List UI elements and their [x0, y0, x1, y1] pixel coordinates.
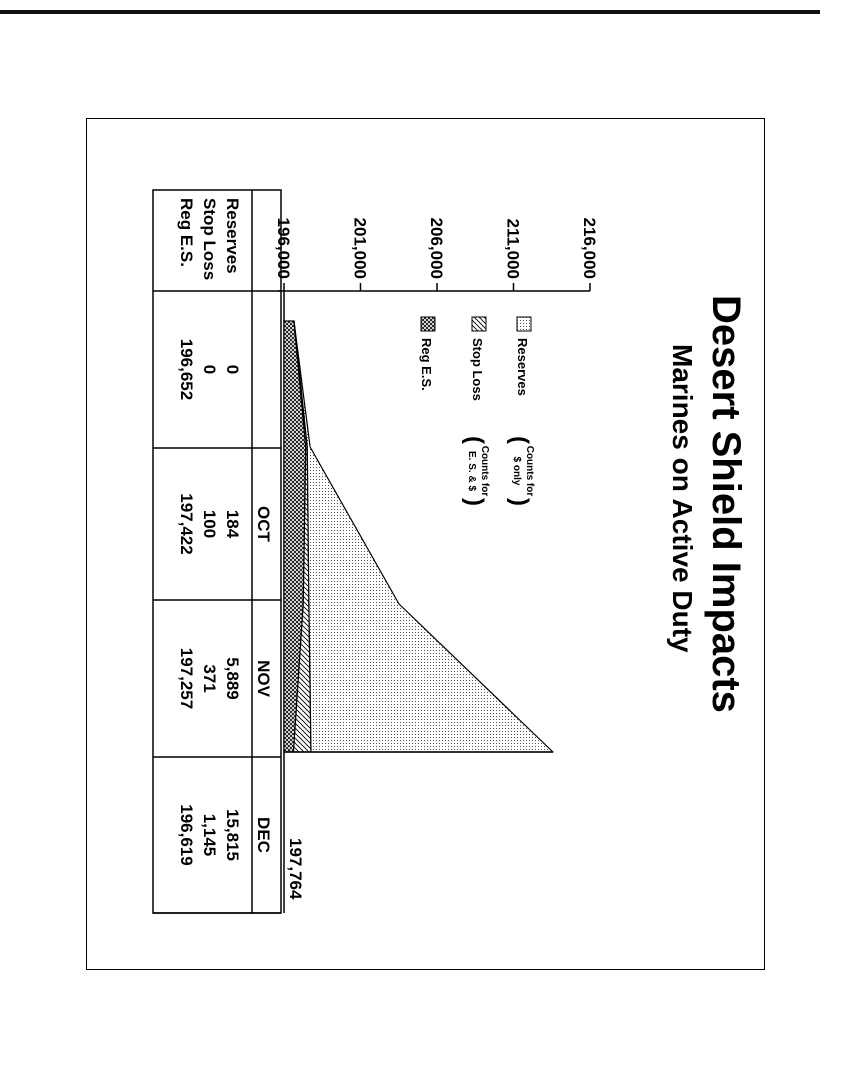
y-tick-label: 196,000 — [274, 217, 293, 279]
legend-swatch — [517, 317, 531, 331]
table-cell: 197,257 — [177, 647, 196, 710]
legend-brace-close: ) — [506, 498, 533, 506]
table-row-label: Reserves — [223, 198, 242, 274]
table-cell: 1,145 — [200, 813, 219, 857]
table-cell: 196,652 — [177, 338, 196, 401]
table-header-dec: DEC — [254, 817, 273, 853]
chart-stage — [86, 118, 765, 970]
legend-swatch — [472, 317, 486, 331]
chart-title: Desert Shield Impacts — [704, 295, 748, 713]
table-cell: 197,422 — [177, 493, 196, 555]
table-cell: 15,815 — [223, 809, 242, 861]
table-header-oct: OCT — [254, 506, 273, 542]
legend-label: Reserves — [515, 338, 530, 396]
chart-subtitle: Marines on Active Duty — [667, 344, 698, 653]
legend-note: E. S. & $ — [466, 450, 477, 492]
total-annotation: 197,764 — [286, 838, 305, 900]
table-row-label: Stop Loss — [200, 198, 219, 281]
legend-swatch — [421, 317, 435, 331]
legend — [419, 317, 535, 506]
legend-brace-close: ) — [461, 498, 488, 506]
table-cell: 184 — [223, 509, 242, 539]
y-tick-label: 211,000 — [503, 218, 523, 279]
table-cell: 371 — [200, 664, 219, 693]
y-tick-label: 216,000 — [580, 217, 599, 279]
legend-note: Counts for — [524, 445, 535, 497]
legend-note: Counts for — [479, 445, 490, 497]
table-row-label: Reg E.S. — [177, 198, 196, 267]
y-tick-label: 206,000 — [427, 217, 446, 279]
y-tick-label: 201,000 — [350, 217, 370, 279]
table-cell: 5,889 — [223, 657, 242, 700]
legend-brace-open: ( — [506, 436, 533, 444]
table-cell: 0 — [200, 364, 219, 375]
legend-label: Stop Loss — [470, 338, 485, 401]
table-cell: 100 — [200, 509, 219, 539]
table-header-nov: NOV — [254, 660, 273, 697]
table-cell: 196,619 — [177, 804, 196, 866]
legend-note: $ only — [511, 456, 522, 486]
table-cell: 0 — [223, 364, 242, 375]
table-border — [153, 190, 281, 913]
desert-shield-chart — [86, 118, 765, 970]
legend-brace-open: ( — [461, 436, 488, 444]
legend-label: Reg E.S. — [419, 338, 434, 391]
data-table — [153, 190, 281, 913]
top-rule — [0, 10, 820, 14]
